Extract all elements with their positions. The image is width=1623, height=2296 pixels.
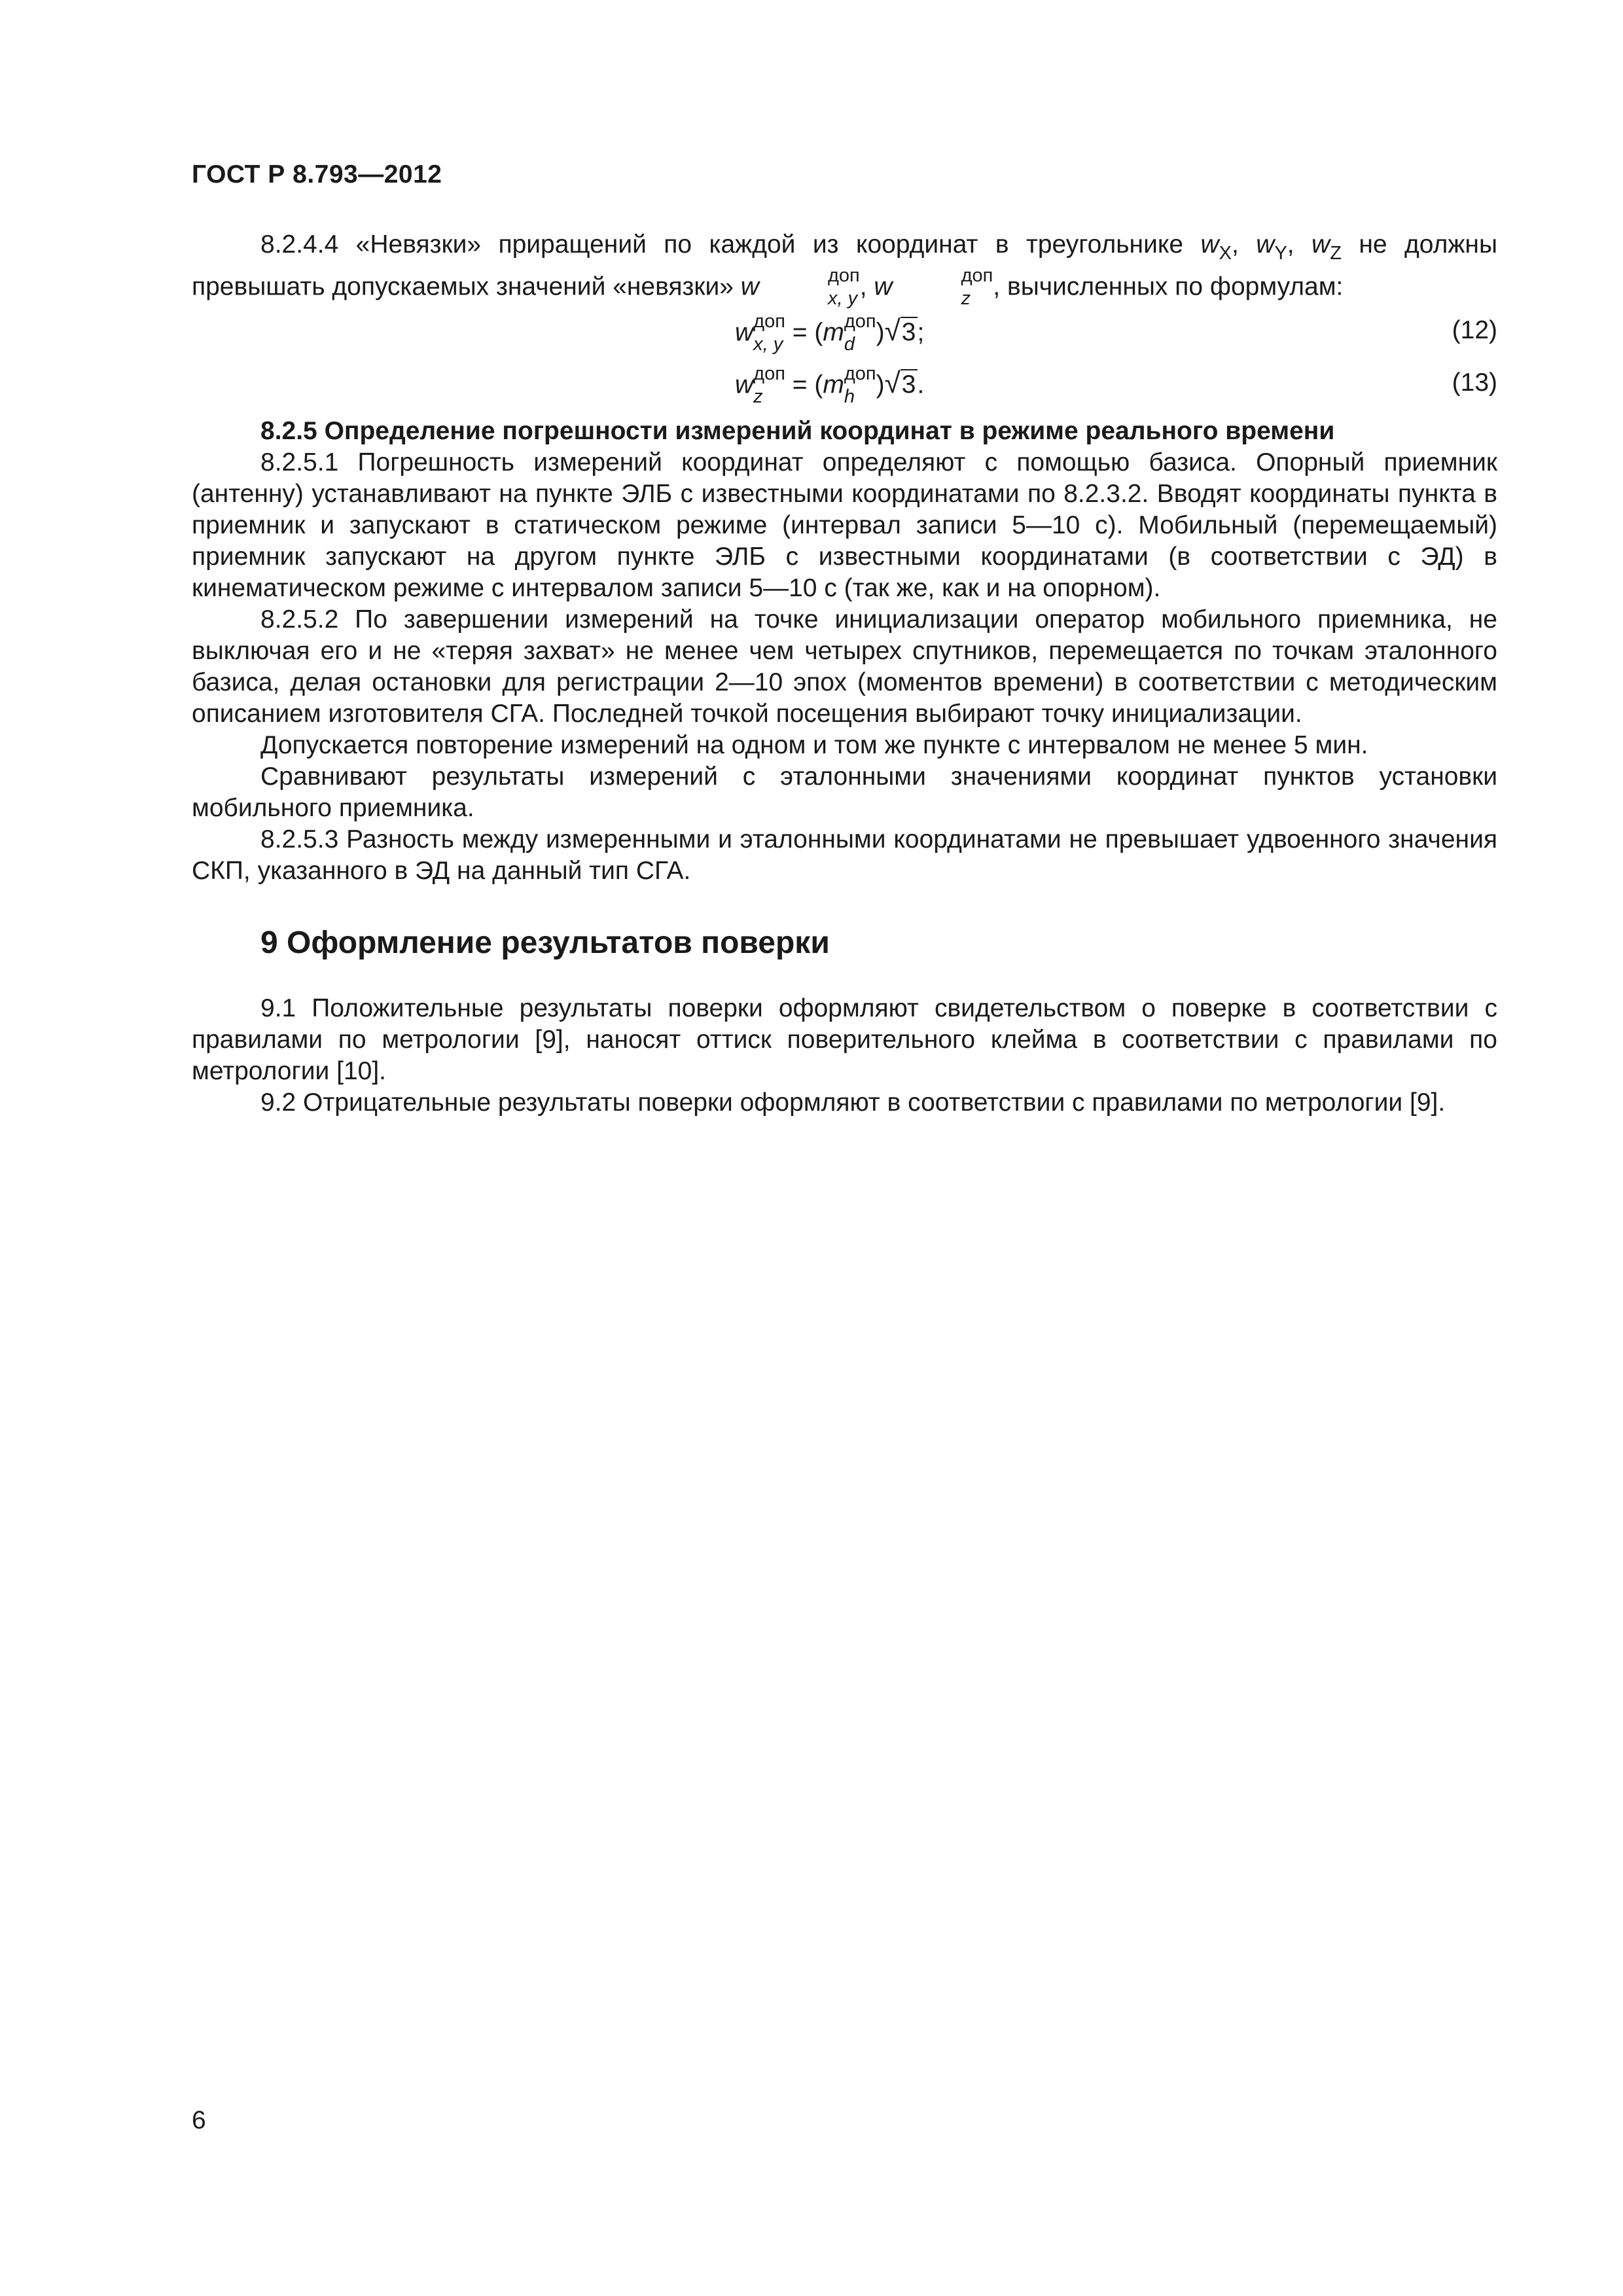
radicand: 3 xyxy=(901,370,916,399)
radical-sign: √ xyxy=(884,367,901,400)
paragraph-repeat-measurements: Допускается повторение измерений на одном и том же пункте с интервалом не менее 5 мин. xyxy=(260,731,1368,759)
w-symbol: w xyxy=(735,318,754,347)
m-symbol: m xyxy=(823,318,844,347)
page-number: 6 xyxy=(192,2106,206,2134)
w-symbol: w xyxy=(874,272,893,301)
script-stack xyxy=(844,311,876,355)
paragraph-8-2-5-1: 8.2.5.1 Погрешность измерений координат определяют с помощью базиса. Опорный приемник (антенну) устанавливают на пункте ЭЛБ с известными координатами по 8.2.3.2. Вводят координаты пункта в приемник и запускают в статическом режиме (интервал записи 5—10 с). Мобильный (перемещаемый) приемник запускают на другом пункте ЭЛБ с известными координатами (в соответствии с ЭД) в кинематическом режиме с интервалом записи 5—10 с (так же, как и на опорном). xyxy=(192,448,1497,602)
separator: , xyxy=(859,272,874,301)
equals-paren: = ( xyxy=(785,370,823,399)
square-root xyxy=(885,368,918,401)
subscript-x: X xyxy=(1219,243,1232,264)
script-stack xyxy=(893,265,993,309)
paragraph-8-2-5-2: 8.2.5.2 По завершении измерений на точке инициализации оператор мобильного приемника, не выключая его и не «теряя захват» не менее чем четырех спутников, перемещается по точкам эталонного базиса, делая остановки для регистрации 2—10 эпох (моментов времени) в соответствии с методическим описанием изготовителя СГА. Последней точкой посещения выбирают точку инициализации. xyxy=(192,605,1497,728)
script-stack xyxy=(759,265,860,309)
radicand: 3 xyxy=(901,318,916,347)
w-symbol: w xyxy=(740,272,759,301)
equals-paren: = ( xyxy=(785,318,823,347)
formula-12 xyxy=(192,307,1497,359)
paragraph-text: , вычисленных по формулам: xyxy=(993,272,1344,301)
subscript-xy: x, y xyxy=(827,288,858,309)
superscript-dop: доп xyxy=(844,311,876,332)
paragraph-8-2-4-4 xyxy=(192,229,1497,307)
equation-number: (13) xyxy=(1452,368,1497,397)
paragraph-compare-results: Сравнивают результаты измерений с эталонными значениями координат пунктов установки мобильного приемника. xyxy=(192,762,1497,822)
close-paren: ) xyxy=(876,318,885,347)
superscript-dop: доп xyxy=(753,363,785,384)
m-symbol: m xyxy=(823,370,844,399)
superscript-dop: доп xyxy=(753,311,785,332)
equation-number: (12) xyxy=(1452,316,1497,344)
page-body xyxy=(192,229,1497,1119)
subscript-h: h xyxy=(844,386,855,407)
w-symbol: w xyxy=(735,370,754,399)
subscript-y: Y xyxy=(1274,243,1287,264)
paragraph-9-1: 9.1 Положительные результаты поверки оформляют свидетельством о поверке в соответствии с правилами по метрологии [9], наносят оттиск поверительного клейма в соответствии с правилами по метрологии [10]. xyxy=(192,994,1497,1085)
script-stack xyxy=(753,311,785,355)
paragraph-text: 8.2.4.4 «Невязки» приращений по каждой из координат в треугольнике xyxy=(260,230,1201,259)
w-symbol: w xyxy=(1200,230,1219,259)
w-symbol: w xyxy=(1256,230,1275,259)
superscript-dop: доп xyxy=(827,265,860,286)
separator: , xyxy=(1232,230,1257,259)
subscript-z: Z xyxy=(1330,243,1342,264)
document-header: ГОСТ Р 8.793—2012 xyxy=(192,160,442,188)
subscript-xy: x, y xyxy=(753,334,783,355)
paragraph-8-2-5-3: 8.2.5.3 Разность между измеренными и эталонными координатами не превышает удвоенного значения СКП, указанного в ЭД на данный тип СГА. xyxy=(192,825,1497,885)
radical-sign: √ xyxy=(884,315,901,348)
paragraph-9-2: 9.2 Отрицательные результаты поверки оформляют в соответствии с правилами по метрологии [9]. xyxy=(260,1088,1446,1117)
subscript-z: z xyxy=(961,288,971,309)
formula-expression xyxy=(735,311,925,355)
subscript-z: z xyxy=(753,386,763,407)
close-paren: ) xyxy=(876,370,885,399)
formula-expression xyxy=(735,363,925,407)
square-root xyxy=(885,315,918,348)
formula-end: . xyxy=(917,370,925,399)
superscript-dop: доп xyxy=(961,265,993,286)
paragraph-text: не должны превышать допускаемых значений «невязки» xyxy=(192,230,1498,301)
superscript-dop: доп xyxy=(844,363,876,384)
formula-13 xyxy=(192,359,1497,412)
section-heading-9: 9 Оформление результатов поверки xyxy=(260,925,830,960)
w-symbol: w xyxy=(1311,230,1330,259)
formula-end: ; xyxy=(917,318,925,347)
subscript-d: d xyxy=(844,334,855,355)
subsection-heading-8-2-5: 8.2.5 Определение погрешности измерений координат в режиме реального времени xyxy=(260,417,1335,445)
script-stack xyxy=(844,363,876,407)
separator: , xyxy=(1287,230,1312,259)
script-stack xyxy=(753,363,785,407)
